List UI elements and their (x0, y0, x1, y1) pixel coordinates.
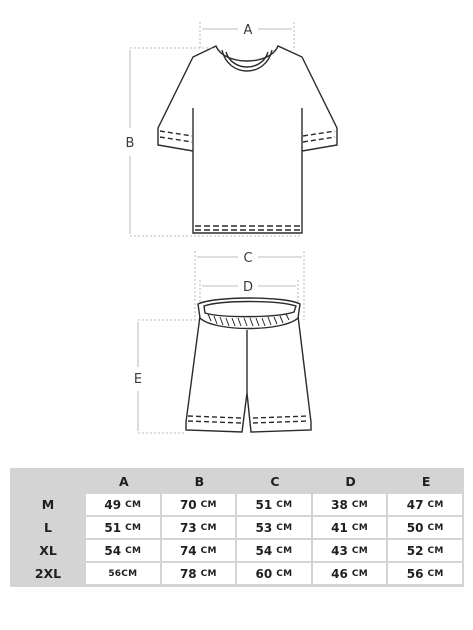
table-cell (237, 517, 311, 538)
table-cell (313, 517, 387, 538)
cell-value: 54 (255, 543, 273, 558)
table-cell (86, 540, 160, 561)
table-cell (86, 563, 160, 584)
cell-value: 73 (179, 520, 197, 535)
cell-value: 56 (406, 566, 424, 581)
table-row (10, 494, 464, 515)
cell-unit: CM (351, 568, 369, 579)
cell-value: 56CM (108, 568, 138, 579)
cell-unit: CM (125, 545, 142, 556)
size-label: L (44, 520, 52, 535)
table-cell (162, 494, 236, 515)
cell-value: 38 (331, 497, 348, 512)
table-cell (313, 540, 387, 561)
cell-unit: CM (276, 499, 293, 510)
cell-unit: CM (276, 545, 293, 556)
table-cell (237, 494, 311, 515)
size-label: XL (39, 543, 57, 558)
cell-value: 54 (104, 543, 122, 558)
dimension-label-d: D (242, 280, 254, 295)
table-header-row (10, 471, 464, 492)
cell-value: 41 (331, 520, 348, 535)
table-cell (388, 563, 462, 584)
table-row (10, 517, 464, 538)
cell-value: 53 (255, 520, 273, 535)
cell-value: 43 (331, 543, 348, 558)
cell-unit: CM (200, 522, 217, 533)
cell-unit: CM (125, 522, 142, 533)
column-header: D (345, 474, 356, 489)
table-cell (86, 494, 160, 515)
tshirt-drawing (158, 46, 337, 233)
table-cell (237, 563, 311, 584)
table-row (10, 563, 464, 584)
cell-value: 51 (104, 520, 122, 535)
cell-value: 51 (255, 497, 273, 512)
table-cell (162, 540, 236, 561)
cell-unit: CM (351, 545, 369, 556)
table-cell (388, 540, 462, 561)
cell-unit: CM (351, 522, 369, 533)
cell-unit: CM (200, 568, 217, 579)
dimension-label-a: A (243, 23, 253, 38)
table-cell (388, 517, 462, 538)
table-corner (10, 471, 86, 492)
cell-value: 60 (255, 566, 273, 581)
cell-unit: CM (427, 545, 444, 556)
column-header: E (421, 474, 431, 489)
cell-unit: CM (427, 568, 444, 579)
table-cell (86, 517, 160, 538)
cell-value: 52 (406, 543, 424, 558)
cell-unit: CM (200, 499, 217, 510)
column-header: C (270, 474, 280, 489)
cell-unit: CM (276, 568, 293, 579)
cell-unit: CM (351, 499, 369, 510)
cell-value: 49 (104, 497, 122, 512)
dimension-label-b: B (125, 136, 135, 151)
size-label: M (41, 497, 55, 512)
cell-unit: CM (125, 499, 142, 510)
cell-value: 74 (179, 543, 197, 558)
table-cell (313, 494, 387, 515)
table-cell (162, 563, 236, 584)
size-label: 2XL (34, 566, 62, 581)
shorts-drawing (186, 298, 311, 432)
cell-unit: CM (276, 522, 293, 533)
dimension-label-c: C (243, 251, 253, 266)
table-cell (237, 540, 311, 561)
cell-value: 47 (406, 497, 424, 512)
dimension-label-e: E (133, 372, 143, 387)
table-cell (388, 494, 462, 515)
table-cell (313, 563, 387, 584)
cell-value: 70 (179, 497, 197, 512)
cell-unit: CM (427, 499, 444, 510)
table-row (10, 540, 464, 561)
cell-value: 46 (331, 566, 348, 581)
column-header: A (118, 474, 129, 489)
cell-value: 78 (179, 566, 197, 581)
cell-unit: CM (200, 545, 217, 556)
column-header: B (194, 474, 205, 489)
cell-value: 50 (406, 520, 424, 535)
cell-unit: CM (427, 522, 444, 533)
size-table (10, 468, 464, 587)
table-cell (162, 517, 236, 538)
